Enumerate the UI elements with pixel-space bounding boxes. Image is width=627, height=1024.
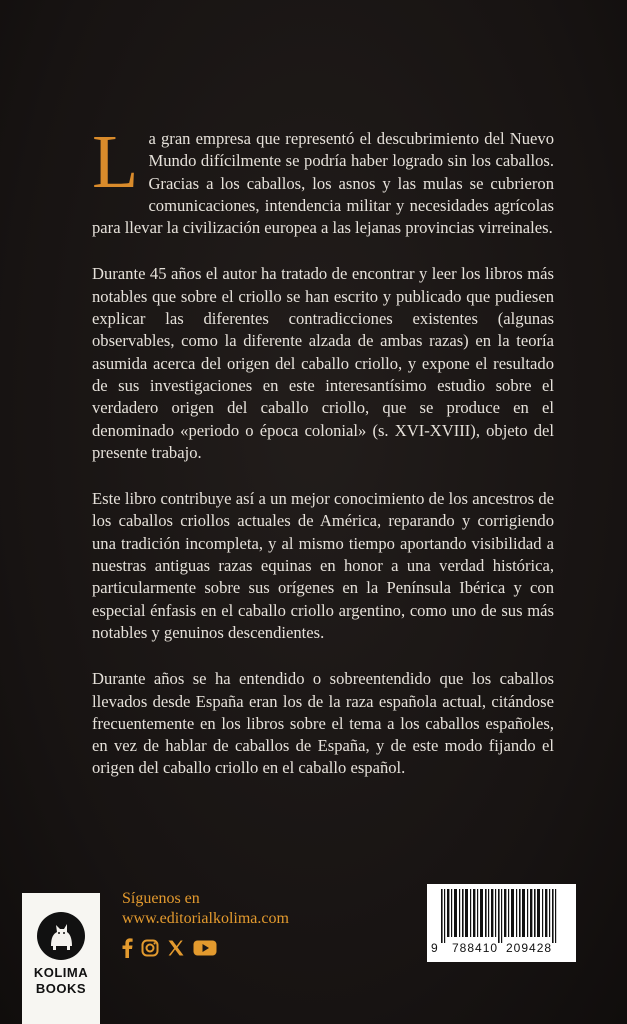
website-link[interactable]: www.editorialkolima.com: [122, 910, 289, 927]
dog-icon: [37, 912, 85, 960]
isbn-digits-right: 209428: [506, 941, 553, 955]
youtube-icon[interactable]: [193, 939, 217, 957]
isbn-digits-left: 788410: [452, 941, 499, 955]
instagram-icon[interactable]: [141, 939, 159, 957]
barcode-bars: [427, 884, 576, 944]
isbn-digit-first: 9: [431, 941, 439, 955]
back-cover-text: [92, 120, 554, 804]
isbn-digits: [427, 941, 576, 957]
social-icons: [121, 938, 217, 958]
x-icon[interactable]: [167, 939, 185, 957]
publisher-name: KOLIMA: [33, 965, 89, 980]
isbn-barcode: [427, 884, 576, 962]
facebook-icon[interactable]: [121, 938, 133, 958]
follow-label: Síguenos en: [122, 890, 200, 907]
paragraph-3: Este libro contribuye así a un mejor conocimiento de los ancestros de los caballos criollos actuales de América, reparando y corrigiendo una tradición incompleta, y al mismo tiempo aportando visibilidad a nuestras antiguas razas equinas en honor a una verdad histórica, particularmente sobre sus orígenes en la Península Ibérica y con especial énfasis en el caballo criollo argentino, como uno de sus más notables y genuinos descendientes.: [92, 489, 554, 642]
drop-cap: L: [92, 120, 139, 204]
paragraph-4: Durante años se ha entendido o sobreentendido que los caballos llevados desde España eran los de la raza española actual, citándose frecuentemente en los libros sobre el tema a los caballos españoles, en vez de hablar de caballos de España, y de este modo fijando el origen del caballo criollo en el caballo español.: [92, 669, 554, 778]
publisher-logo: [22, 893, 100, 1024]
paragraph-2: Durante 45 años el autor ha tratado de encontrar y leer los libros más notables que sobre el criollo se han escrito y publicado que pudiesen explicar las diferentes contradicciones existentes (algunas observables, como la diferente alzada de ambas razas) en la teoría asumida acerca del origen del caballo criollo, y expone el resultado de sus investigaciones en este interesantísimo estudio sobre el verdadero origen del caballo criollo, que se produce en el denominado «periodo o época colonial» (s. XVI-XVIII), objeto del presente trabajo.: [92, 264, 554, 462]
paragraph-1-text: a gran empresa que representó el descubrimiento del Nuevo Mundo difícilmente se podría haber logrado sin los caballos. Gracias a los caballos, los asnos y las mulas se cubrieron comunicaciones, intendencia militar y necesidades agrícolas para llevar la civilización europea a las lejanas provincias virreinales.: [92, 129, 554, 238]
follow-section: [122, 889, 289, 929]
publisher-sub: BOOKS: [35, 981, 87, 996]
paragraph-1: [92, 120, 554, 239]
